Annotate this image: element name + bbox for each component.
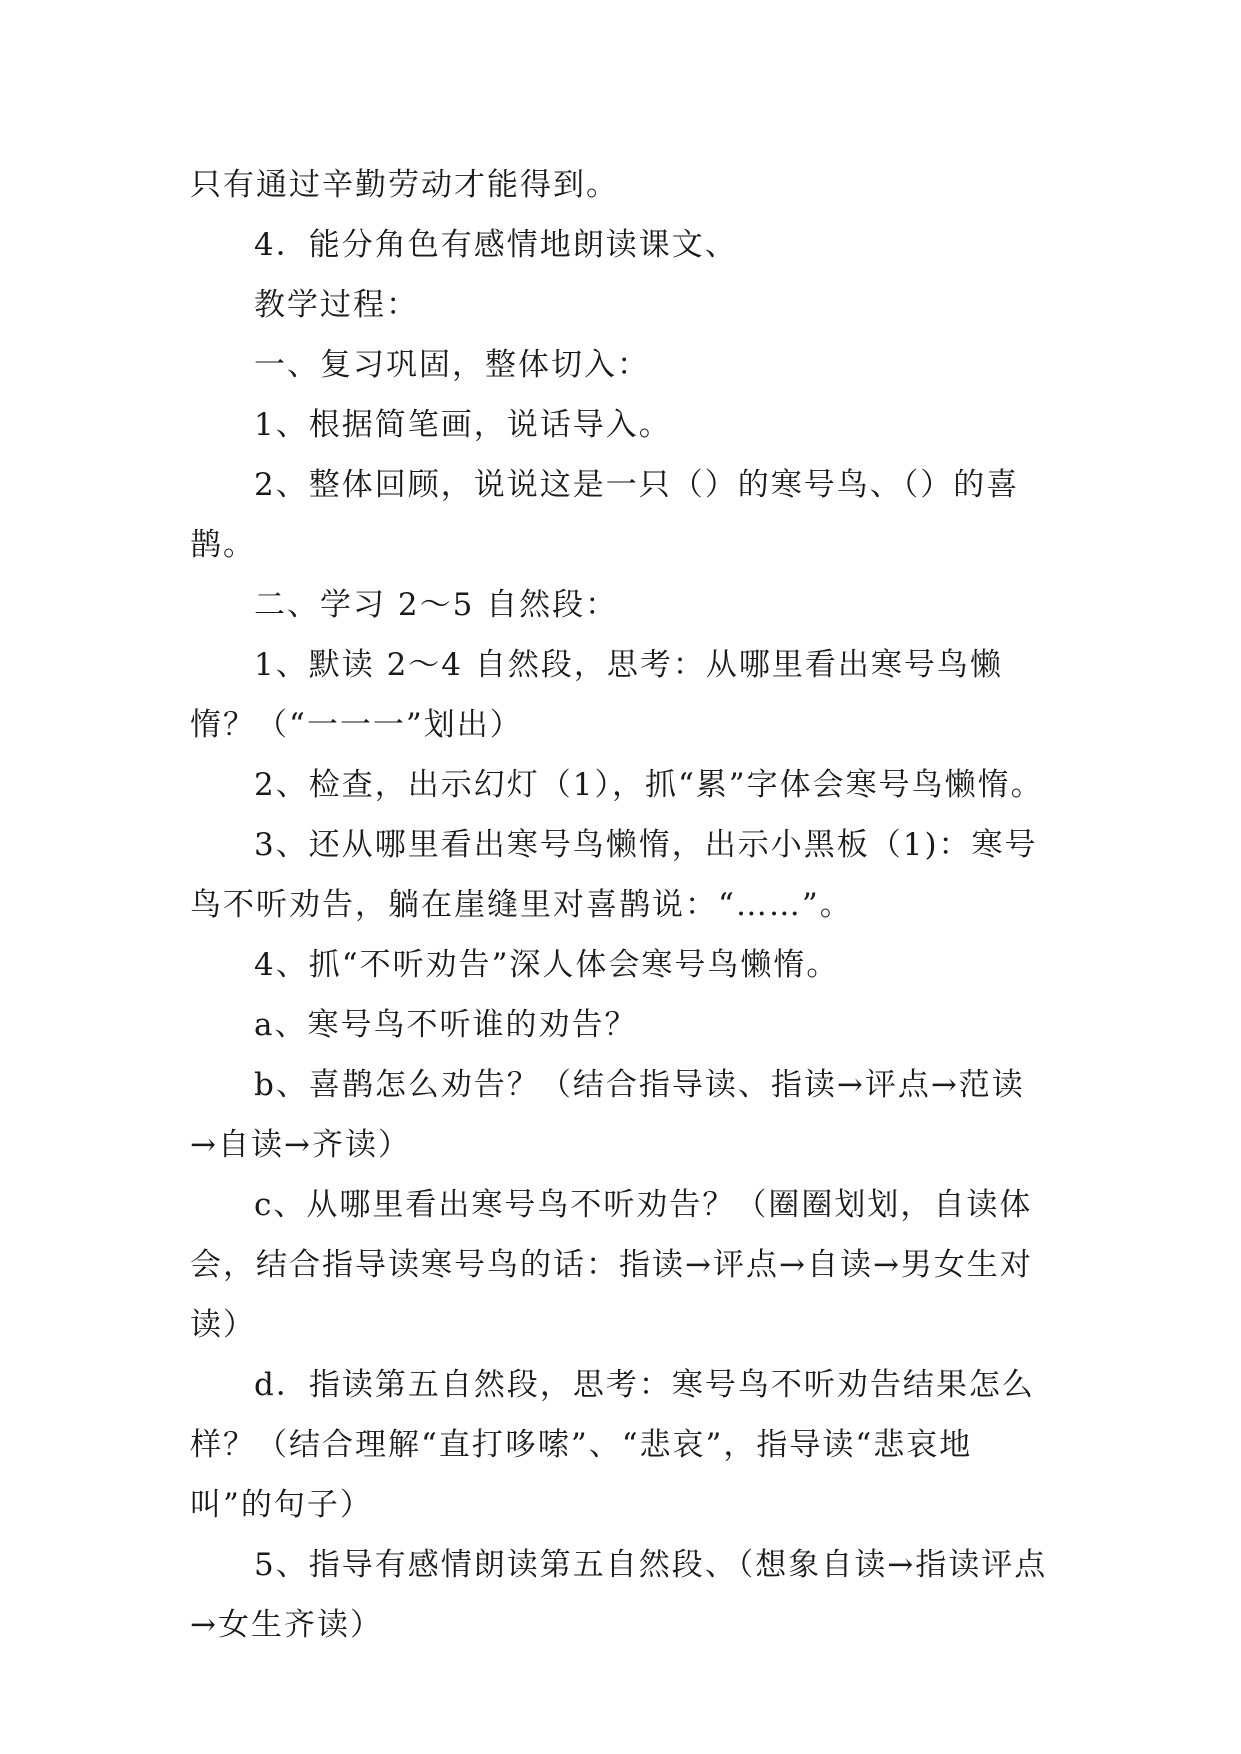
paragraph-15: d．指读第五自然段，思考：寒号鸟不听劝告结果怎么样？（结合理解“直打哆嗦”、“悲哀”，指导读“悲哀地叫”的句子） bbox=[190, 1367, 1035, 1523]
paragraph-8: 1、默读 2～4 自然段，思考：从哪里看出寒号鸟懒惰？（“一一一”划出） bbox=[190, 647, 1003, 743]
paragraph-10: 3、还从哪里看出寒号鸟懒惰，出示小黑板（1)：寒号鸟不听劝告，躺在崖缝里对喜鹊说：“……”。 bbox=[190, 827, 1038, 923]
paragraph-11: 4、抓“不听劝告”深人体会寒号鸟懒惰。 bbox=[254, 947, 840, 983]
document-body bbox=[190, 155, 1050, 1655]
paragraph-12: a、寒号鸟不听谁的劝告？ bbox=[254, 1007, 638, 1043]
paragraph-16: 5、指导有感情朗读第五自然段、（想象自读→指读评点→女生齐读） bbox=[190, 1547, 1048, 1643]
paragraph-4: 一、复习巩固，整体切入： bbox=[254, 347, 650, 383]
paragraph-5: 1、根据简笔画，说话导入。 bbox=[254, 407, 672, 443]
paragraph-13: b、喜鹊怎么劝告？（结合指导读、指读→评点→范读→自读→齐读） bbox=[190, 1067, 1025, 1163]
paragraph-9: 2、检查，出示幻灯（1），抓“累”字体会寒号鸟懒惰。 bbox=[254, 767, 1044, 803]
paragraph-1: 只有通过辛勤劳动才能得到。 bbox=[190, 167, 619, 203]
paragraph-2: 4．能分角色有感情地朗读课文、 bbox=[254, 227, 738, 263]
paragraph-6: 2、整体回顾，说说这是一只（）的寒号鸟、（）的喜鹊。 bbox=[190, 467, 1020, 563]
paragraph-3: 教学过程： bbox=[254, 287, 419, 323]
paragraph-7: 二、学习 2～5 自然段： bbox=[254, 587, 619, 623]
paragraph-14: c、从哪里看出寒号鸟不听劝告？（圈圈划划，自读体会，结合指导读寒号鸟的话：指读→评点→自读→男女生对读） bbox=[190, 1187, 1033, 1343]
